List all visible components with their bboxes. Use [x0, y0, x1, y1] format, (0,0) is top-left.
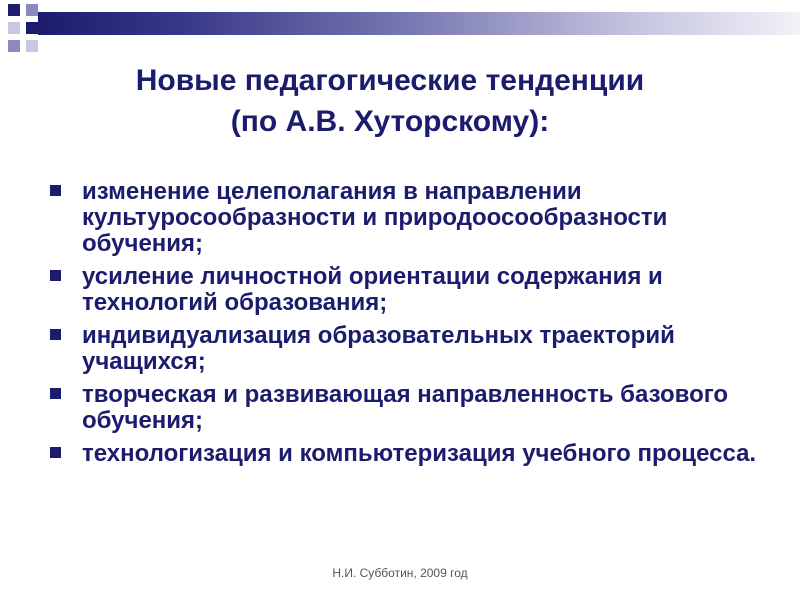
list-item [48, 323, 778, 375]
decor-square [8, 40, 20, 52]
square-bullet-icon [50, 185, 61, 196]
bullet-list [48, 179, 778, 474]
list-item-text: технологизация и компьютеризация учебного процесса. [82, 440, 757, 467]
decor-square [26, 22, 38, 34]
header-gradient-bar [38, 12, 800, 35]
square-bullet-icon [50, 329, 61, 340]
list-item [48, 179, 778, 257]
slide-title [40, 60, 740, 142]
square-bullet-icon [50, 270, 61, 281]
slide-title-line: (по А.В. Хуторскому): [230, 105, 550, 138]
list-item [48, 264, 778, 316]
decor-square [26, 40, 38, 52]
list-item-text: индивидуализация образовательных траекторий учащихся; [82, 322, 675, 375]
list-item [48, 382, 778, 434]
decor-square [8, 22, 20, 34]
list-item-text: творческая и развивающая направленность базового обучения; [82, 381, 729, 434]
list-item-text: усиление личностной ориентации содержания и технологий образования; [82, 263, 663, 316]
slide-footer: Н.И. Субботин, 2009 год [332, 566, 468, 580]
square-bullet-icon [50, 447, 61, 458]
decor-square [8, 4, 20, 16]
square-bullet-icon [50, 388, 61, 399]
list-item [48, 441, 778, 467]
list-item-text: изменение целеполагания в направлении культуросообразности и природоосообразности обучения; [82, 178, 668, 257]
decor-square [26, 4, 38, 16]
slide-title-line: Новые педагогические тенденции [135, 64, 645, 97]
